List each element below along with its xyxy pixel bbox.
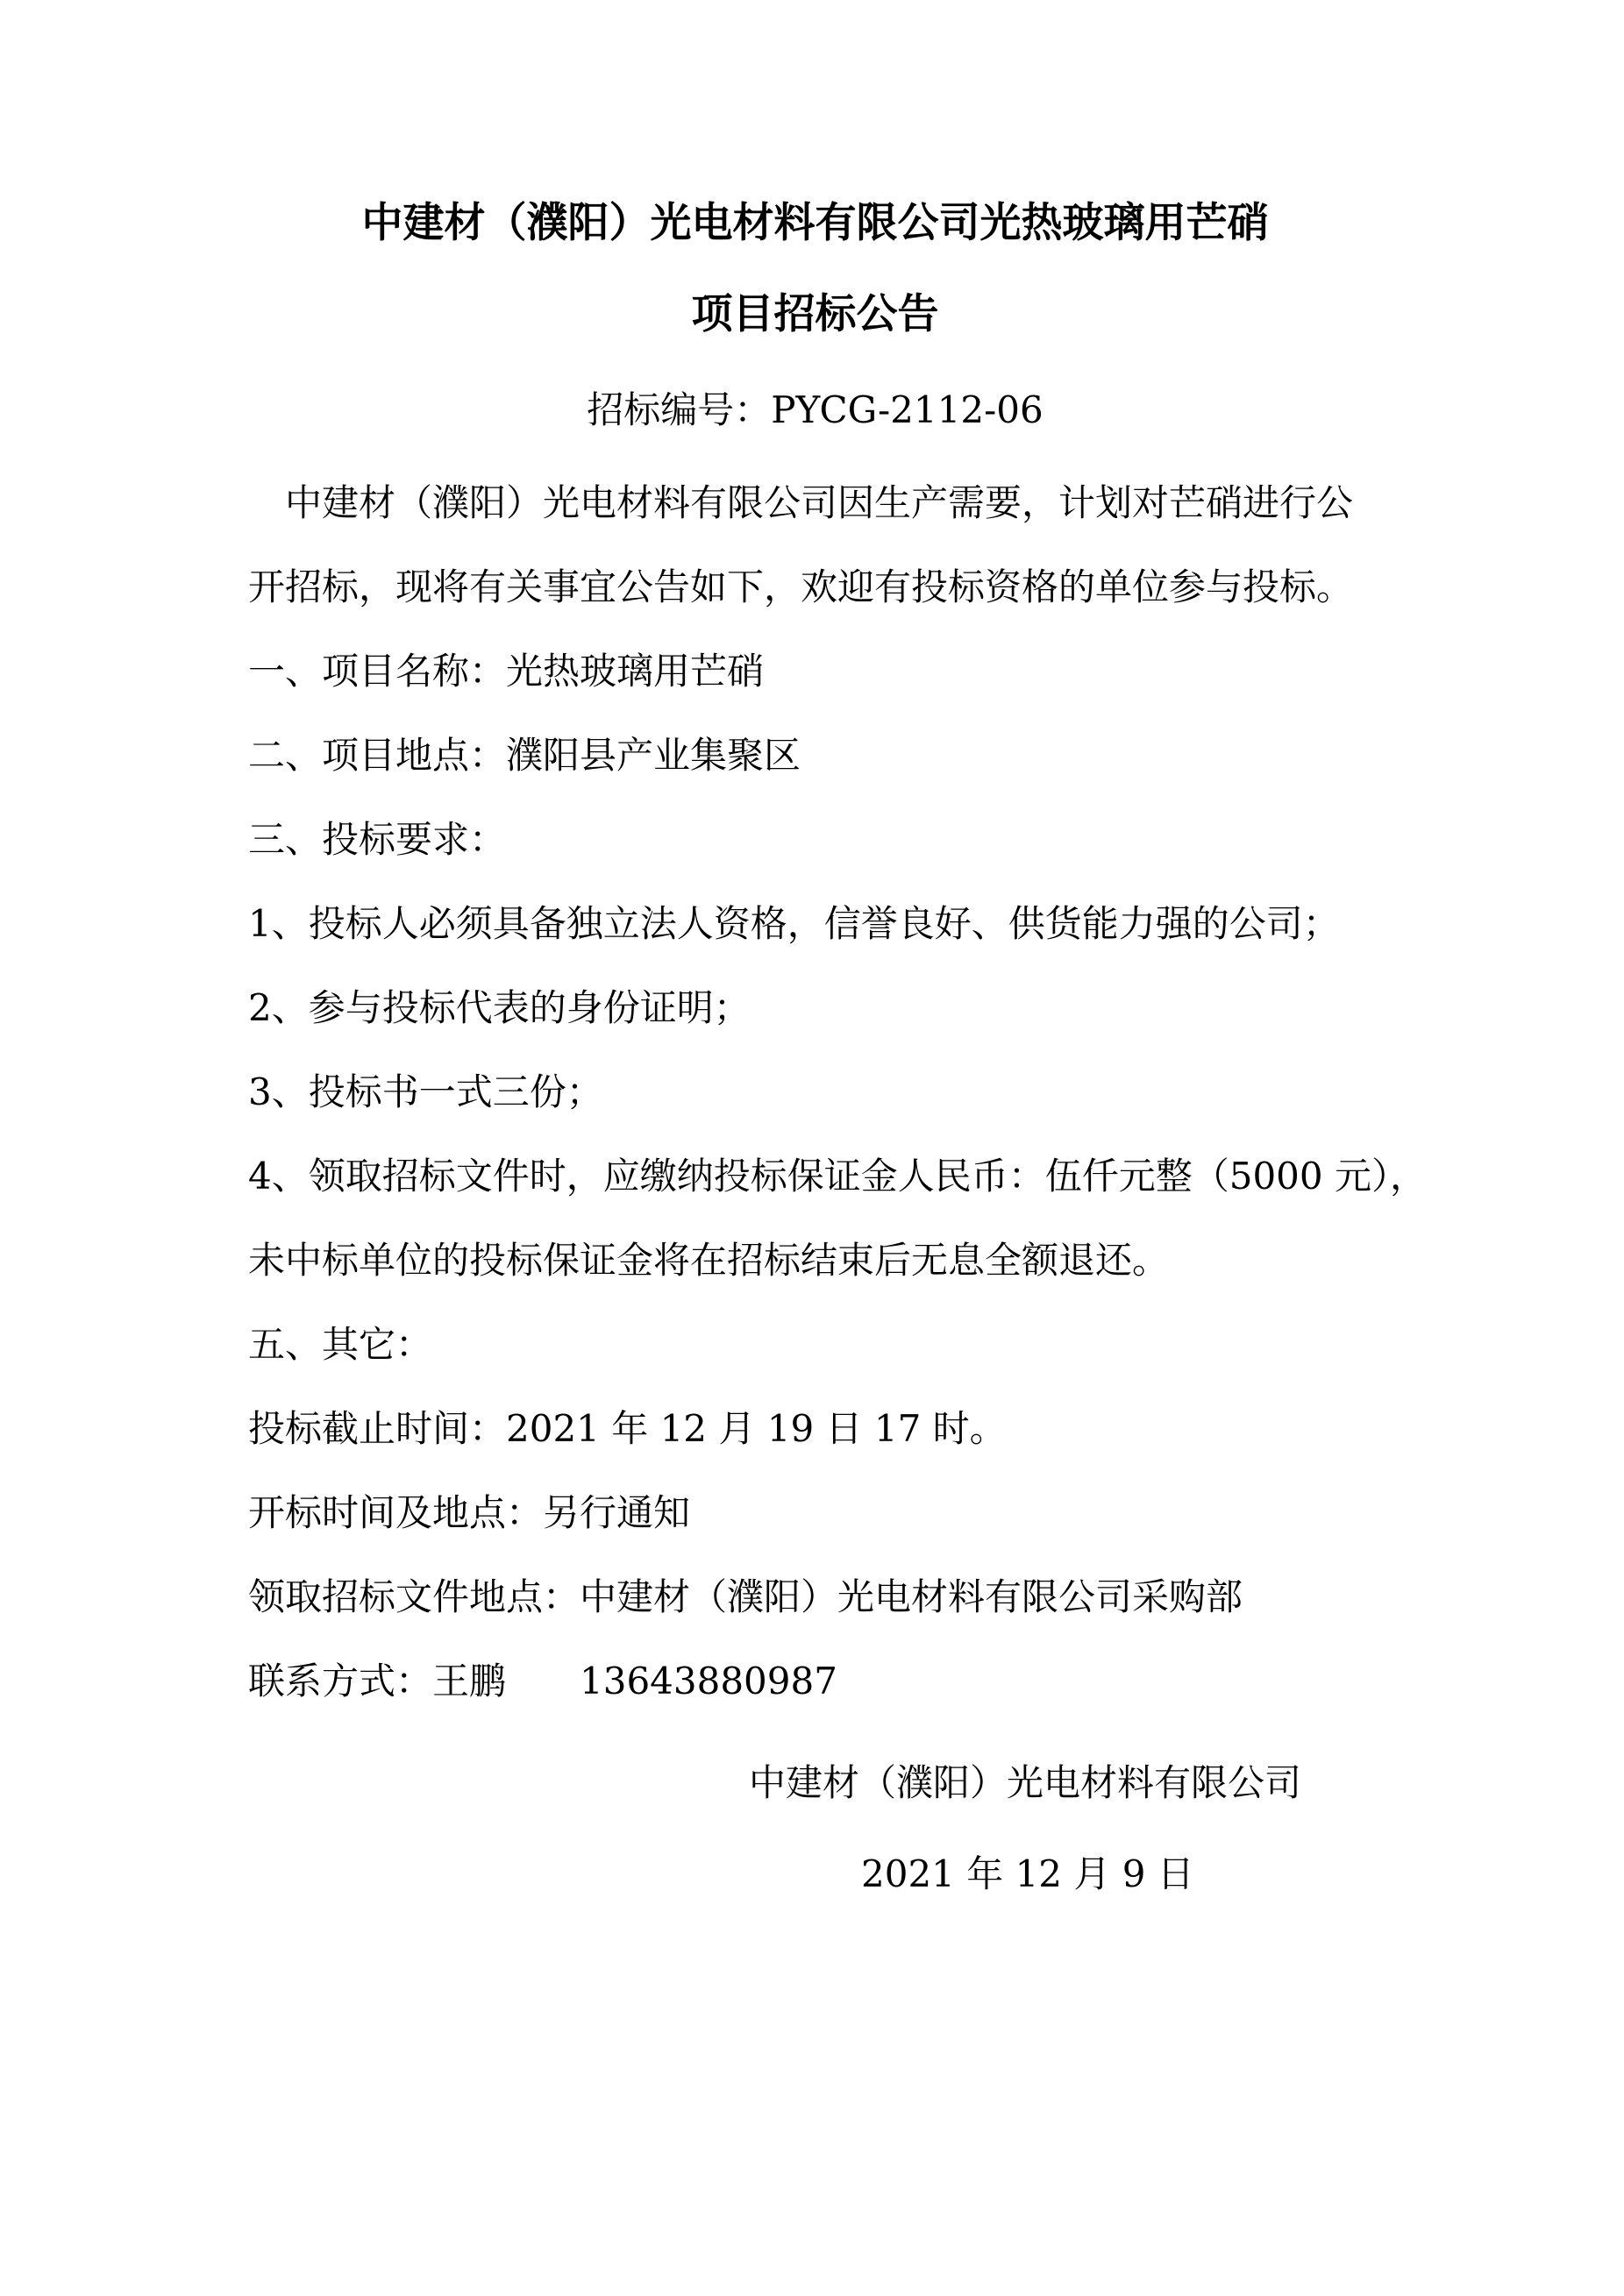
line-project-name: 一、项目名称：光热玻璃用芒硝 [248,650,765,693]
line-requirement-4b: 未中标单位的投标保证金将在招标结束后无息全额退还。 [248,1239,1170,1282]
intro-line-1: 中建材（濮阳）光电材料有限公司因生产需要，计划对芒硝进行公 [285,481,1354,524]
document-title-line-1: 中建材（濮阳）光电材料有限公司光热玻璃用芒硝 [361,199,1269,247]
intro-line-2: 开招标，现将有关事宜公告如下，欢迎有投标资格的单位参与投标。 [248,565,1354,608]
line-requirement-1: 1、投标人必须具备独立法人资格，信誉良好、供货能力强的公司； [248,902,1340,945]
document-content [248,181,1427,1916]
line-bid-requirements-heading: 三、投标要求： [248,818,507,861]
tender-number-line: 招标编号：PYCG-2112-06 [587,388,1043,431]
line-requirement-4a: 4、领取招标文件时，应缴纳投标保证金人民币：伍仟元整（5000 元）， [248,1155,1427,1198]
line-requirement-3: 3、投标书一式三份； [248,1070,603,1113]
signature-company: 中建材（濮阳）光电材料有限公司 [749,1761,1302,1804]
signature-date: 2021 年 12 月 9 日 [861,1852,1194,1895]
line-bid-opening: 开标时间及地点：另行通知 [248,1491,691,1534]
line-contact-info: 联系方式：王鹏 13643880987 [248,1660,837,1702]
line-other-heading: 五、其它： [248,1323,433,1366]
line-docs-pickup-location: 领取招标文件地点：中建材（濮阳）光电材料有限公司采购部 [248,1575,1243,1618]
line-requirement-2: 2、参与投标代表的身份证明； [248,986,751,1029]
line-project-location: 二、项目地点：濮阳县产业集聚区 [248,734,801,777]
line-bid-deadline: 投标截止时间：2021 年 12 月 19 日 17 时。 [248,1407,1007,1450]
document-title-line-2: 项目招标公告 [691,290,939,338]
